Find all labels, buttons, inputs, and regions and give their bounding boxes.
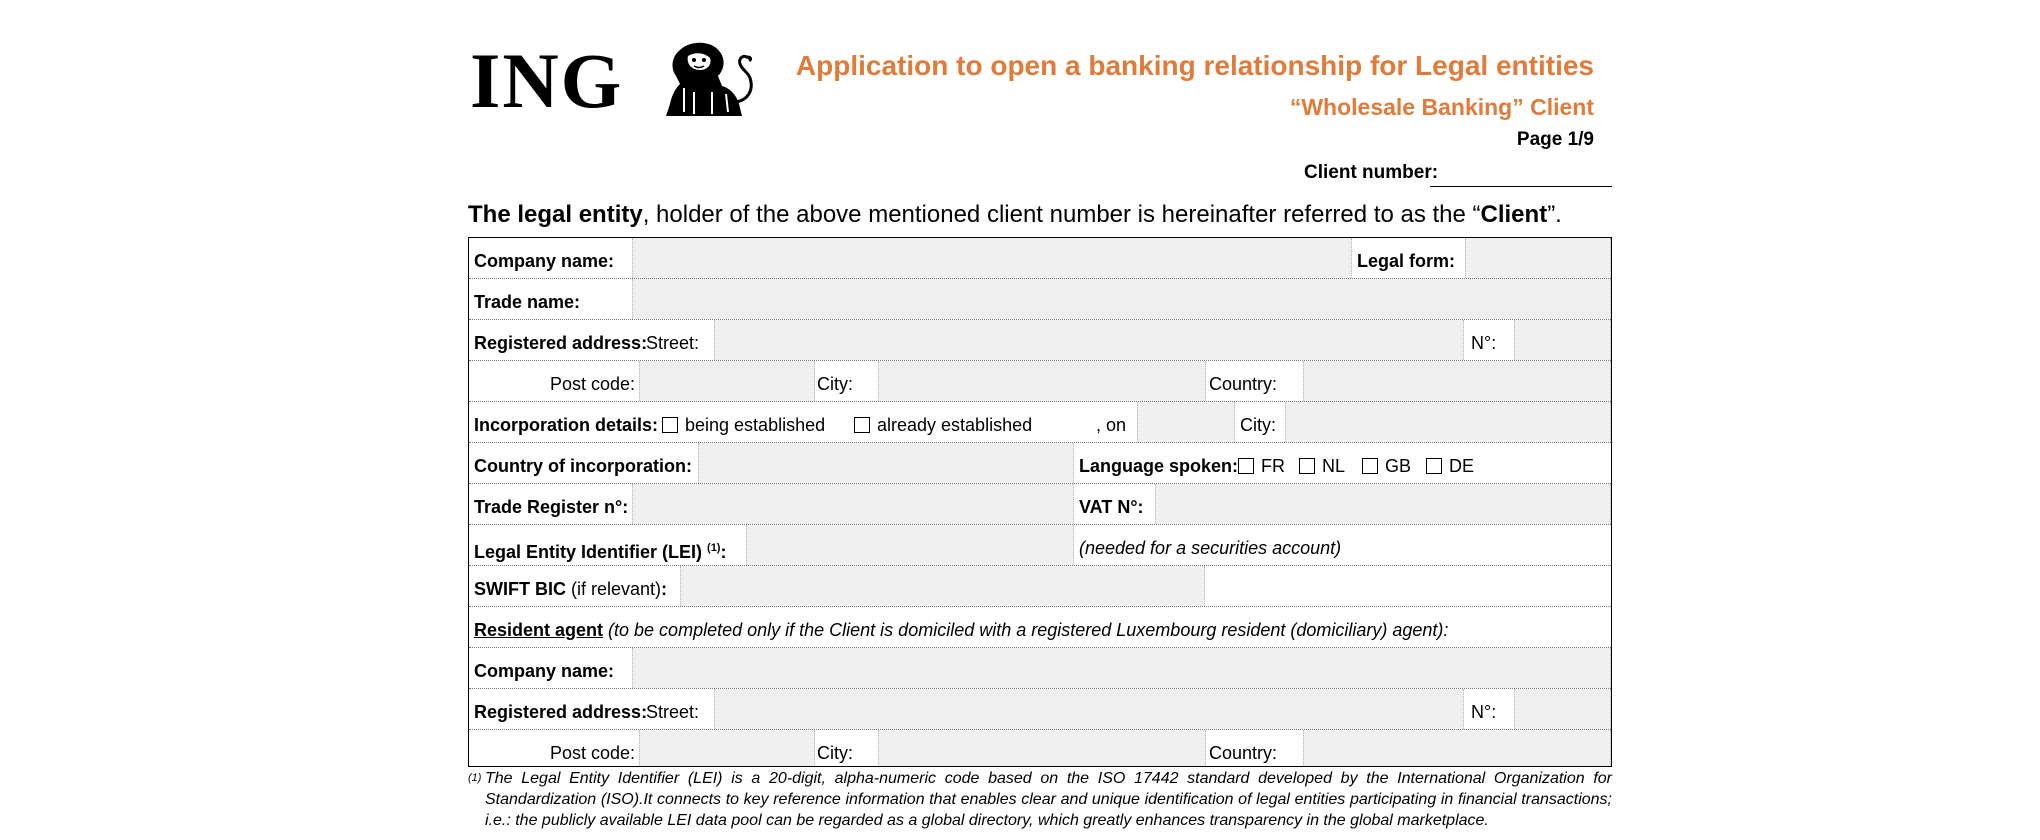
language-gb-checkbox[interactable] bbox=[1362, 458, 1378, 474]
row-lei bbox=[469, 525, 1611, 566]
language-nl-label: NL bbox=[1322, 456, 1346, 476]
agent-country-label: Country: bbox=[1209, 743, 1278, 763]
agent-city-field[interactable] bbox=[878, 730, 1206, 766]
post-code-field[interactable] bbox=[639, 361, 815, 401]
registered-address-label: Registered address: bbox=[474, 333, 648, 353]
language-de-checkbox[interactable] bbox=[1426, 458, 1442, 474]
vat-field[interactable] bbox=[1155, 484, 1611, 524]
on-label: , on bbox=[1096, 415, 1127, 435]
already-established-checkbox[interactable] bbox=[854, 417, 870, 433]
country-label: Country: bbox=[1209, 374, 1278, 394]
footnote-text: The Legal Entity Identifier (LEI) is a 20-digit, alpha-numeric code based on the ISO 17442 standard developed by the International Organization for Standardization (ISO).It connects to key reference information that enables clear and unique identification of legal entities participating in financial transactions; i.e.: the publicly available LEI data pool can be regarded as a global directory, which greatly enhances transparency in the global marketplace. bbox=[485, 770, 1612, 829]
street-field[interactable] bbox=[714, 320, 1464, 360]
city-label: City: bbox=[817, 374, 853, 394]
being-established-checkbox[interactable] bbox=[662, 417, 678, 433]
agent-registered-address-label: Registered address: bbox=[474, 702, 648, 722]
language-gb-label: GB bbox=[1385, 456, 1412, 476]
vat-label: VAT N°: bbox=[1079, 497, 1144, 517]
intro-client-term: Client bbox=[1480, 201, 1548, 228]
lei-footnote bbox=[468, 768, 1612, 831]
incorporation-date-field[interactable] bbox=[1137, 402, 1235, 442]
row-agent-postcode-city-country bbox=[469, 730, 1611, 771]
language-fr-label: FR bbox=[1261, 456, 1285, 476]
incorporation-details-label: Incorporation details: bbox=[474, 415, 659, 435]
row-resident-agent-header bbox=[469, 607, 1611, 648]
being-established-option[interactable] bbox=[662, 414, 825, 436]
country-field[interactable] bbox=[1303, 361, 1611, 401]
legal-form-label: Legal form: bbox=[1357, 251, 1456, 271]
swift-colon: : bbox=[661, 579, 668, 599]
language-de-label: DE bbox=[1449, 456, 1475, 476]
legal-form-field[interactable] bbox=[1465, 238, 1611, 278]
number-label: N°: bbox=[1471, 333, 1497, 353]
lion-icon bbox=[650, 42, 762, 118]
incorporation-city-field[interactable] bbox=[1285, 402, 1611, 442]
resident-agent-note: (to be completed only if the Client is domiciled with a registered Luxembourg resident (domiciliary) agent): bbox=[603, 620, 1449, 640]
lei-footnote-ref: (1) bbox=[707, 542, 721, 554]
form-subtitle: “Wholesale Banking” Client bbox=[1289, 94, 1594, 120]
agent-number-field[interactable] bbox=[1514, 689, 1611, 729]
lei-label bbox=[474, 537, 726, 563]
language-gb-option[interactable] bbox=[1362, 455, 1411, 477]
language-nl-option[interactable] bbox=[1299, 455, 1345, 477]
logo-wordmark: ING bbox=[470, 37, 624, 124]
client-number-label: Client number: bbox=[1304, 162, 1439, 183]
row-incorporation-details bbox=[469, 402, 1611, 443]
incorporation-city-label: City: bbox=[1240, 415, 1276, 435]
row-postcode-city-country bbox=[469, 361, 1611, 402]
row-swift bbox=[469, 566, 1611, 607]
agent-street-label: Street: bbox=[646, 702, 700, 722]
trade-register-field[interactable] bbox=[632, 484, 1074, 524]
ing-logo bbox=[470, 37, 760, 124]
already-established-option[interactable] bbox=[854, 414, 1032, 436]
row-trade-register-vat bbox=[469, 484, 1611, 525]
company-name-field[interactable] bbox=[632, 238, 1352, 278]
agent-post-code-label: Post code: bbox=[550, 743, 636, 763]
resident-agent-title: Resident agent bbox=[474, 620, 604, 640]
swift-label-normal: (if relevant) bbox=[566, 579, 662, 599]
trade-name-field[interactable] bbox=[632, 279, 1611, 319]
agent-street-field[interactable] bbox=[714, 689, 1464, 729]
post-code-label: Post code: bbox=[550, 374, 636, 394]
row-country-language bbox=[469, 443, 1611, 484]
intro-middle: , holder of the above mentioned client number is hereinafter referred to as the “ bbox=[642, 201, 1481, 228]
resident-agent-heading bbox=[474, 619, 1448, 641]
country-of-incorporation-field[interactable] bbox=[698, 443, 1074, 483]
form-title: Application to open a banking relationship for Legal entities bbox=[795, 50, 1594, 81]
company-name-label: Company name: bbox=[474, 251, 615, 271]
trade-name-label: Trade name: bbox=[474, 292, 581, 312]
agent-post-code-field[interactable] bbox=[639, 730, 815, 766]
swift-label bbox=[474, 578, 667, 600]
lei-label-text: Legal Entity Identifier (LEI) bbox=[474, 542, 703, 562]
already-established-label: already established bbox=[877, 415, 1033, 435]
row-company-name bbox=[469, 238, 1611, 279]
language-de-option[interactable] bbox=[1426, 455, 1474, 477]
being-established-label: being established bbox=[685, 415, 826, 435]
swift-label-bold: SWIFT BIC bbox=[474, 579, 566, 599]
lei-note: (needed for a securities account) bbox=[1079, 538, 1342, 558]
intro-end: ”. bbox=[1547, 201, 1562, 228]
lei-field[interactable] bbox=[746, 525, 1074, 565]
row-registered-address bbox=[469, 320, 1611, 361]
page-number: Page 1/9 bbox=[1516, 129, 1594, 150]
language-nl-checkbox[interactable] bbox=[1299, 458, 1315, 474]
agent-company-name-field[interactable] bbox=[632, 648, 1611, 688]
agent-country-field[interactable] bbox=[1303, 730, 1611, 766]
row-agent-registered-address bbox=[469, 689, 1611, 730]
agent-city-label: City: bbox=[817, 743, 853, 763]
number-field[interactable] bbox=[1514, 320, 1611, 360]
legal-entity-form bbox=[468, 237, 1612, 767]
trade-register-label: Trade Register n°: bbox=[474, 497, 629, 517]
agent-company-name-label: Company name: bbox=[474, 661, 615, 681]
client-number-field[interactable] bbox=[1430, 186, 1612, 187]
intro-bold-start: The legal entity bbox=[468, 201, 643, 228]
intro-sentence bbox=[468, 201, 1562, 229]
swift-field[interactable] bbox=[680, 566, 1205, 606]
footnote-mark: (1) bbox=[468, 772, 482, 784]
agent-number-label: N°: bbox=[1471, 702, 1497, 722]
language-fr-option[interactable] bbox=[1238, 455, 1285, 477]
country-of-incorporation-label: Country of incorporation: bbox=[474, 456, 692, 476]
language-spoken-label: Language spoken: bbox=[1079, 456, 1239, 476]
language-fr-checkbox[interactable] bbox=[1238, 458, 1254, 474]
row-agent-company-name bbox=[469, 648, 1611, 689]
lei-colon: : bbox=[720, 542, 727, 562]
city-field[interactable] bbox=[878, 361, 1206, 401]
street-label: Street: bbox=[646, 333, 700, 353]
row-trade-name bbox=[469, 279, 1611, 320]
